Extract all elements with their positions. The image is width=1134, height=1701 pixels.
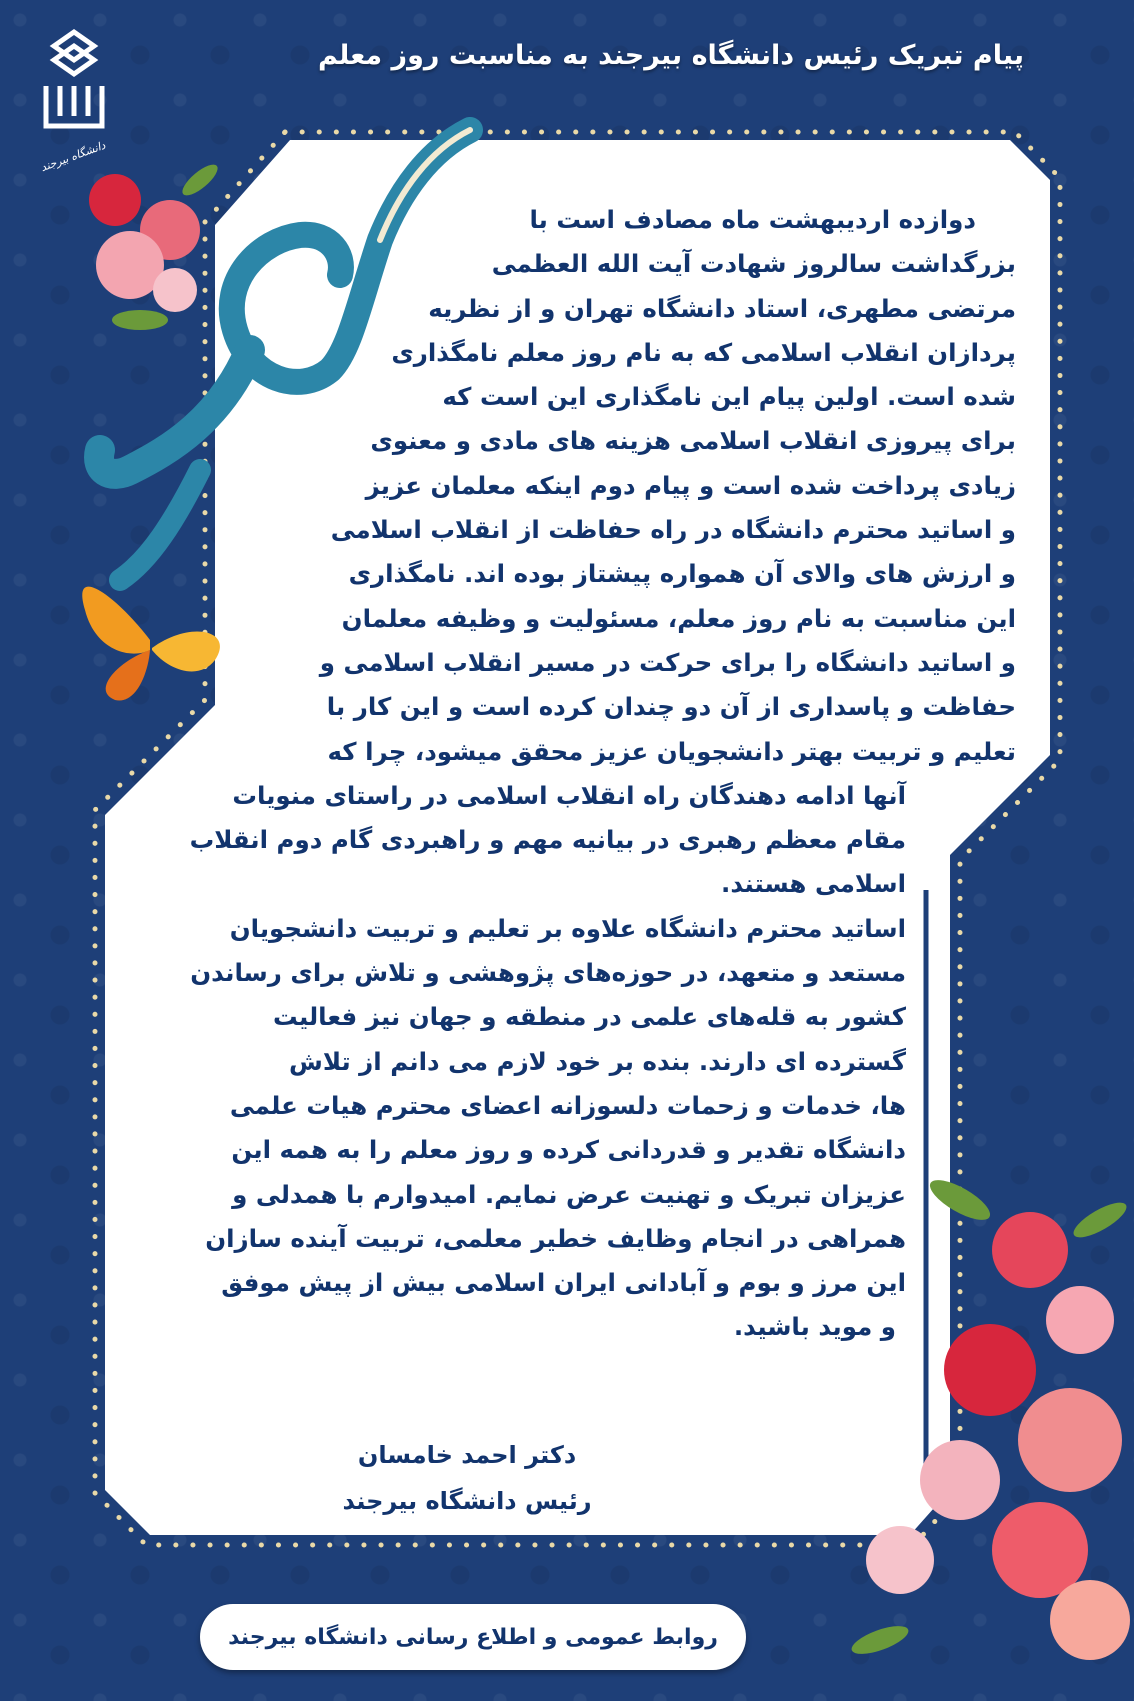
- message-line: اسلامی هستند.: [721, 869, 906, 899]
- message-line: ها، خدمات و زحمات دلسوزانه اعضای محترم هیات علمی: [229, 1090, 906, 1120]
- signature-role: رئیس دانشگاه بیرجند: [342, 1487, 592, 1515]
- logo-caption: دانشگاه بیرجند: [38, 138, 108, 175]
- message-line: مستعد و متعهد، در حوزه‌های پژوهشی و تلاش برای رساندن: [190, 958, 906, 988]
- message-line: دوازده اردیبهشت ماه مصادف است با: [529, 205, 976, 234]
- message-line: مرتضی مطهری، استاد دانشگاه تهران و از نظریه: [428, 293, 1016, 323]
- message-line: و ارزش های والای آن همواره پیشتاز بوده اند. نامگذاری: [348, 559, 1016, 589]
- message-line: این مرز و بوم و آبادانی ایران اسلامی بیش از پیش موفق: [221, 1268, 906, 1298]
- signature-name: دکتر احمد خامسان: [357, 1441, 577, 1469]
- page-title: پیام تبریک رئیس دانشگاه بیرجند به مناسبت روز معلم: [318, 40, 1024, 71]
- message-line: و اساتید دانشگاه را برای حرکت در مسیر انقلاب اسلامی و: [319, 647, 1016, 677]
- message-line: و اساتید محترم دانشگاه در راه حفاظت از انقلاب اسلامی: [330, 515, 1016, 545]
- message-line: دانشگاه تقدیر و قدردانی کرده و روز معلم را به همه این: [231, 1135, 906, 1165]
- message-line: گسترده ای دارند. بنده بر خود لازم می دانم از تلاش: [289, 1046, 906, 1076]
- signature-block: [322, 1432, 612, 1524]
- message-line: زیادی پرداخت شده است و پیام دوم اینکه معلمان عزیز: [365, 470, 1016, 500]
- message-line: مقام معظم رهبری در بیانیه مهم و راهبردی گام دوم انقلاب: [189, 825, 906, 855]
- message-line: پردازان انقلاب اسلامی که به نام روز معلم نامگذاری: [391, 337, 1016, 367]
- footer-label: روابط عمومی و اطلاع رسانی دانشگاه بیرجند: [228, 1624, 718, 1650]
- message-line: همراهی در انجام وظایف خطیر معلمی، تربیت آینده سازان: [205, 1223, 906, 1253]
- message-line: اساتید محترم دانشگاه علاوه بر تعلیم و تربیت دانشجویان: [229, 913, 906, 943]
- message-line: این مناسبت به نام روز معلم، مسئولیت و وظیفه معلمان: [341, 603, 1016, 633]
- message-line: شده است. اولین پیام این نامگذاری این است که: [442, 382, 1016, 412]
- message-line: کشور به قله‌های علمی در منطقه و جهان نیز فعالیت: [273, 1002, 906, 1032]
- message-line: حفاظت و پاسداری از آن دو چندان کرده است و این کار با: [326, 692, 1016, 722]
- message-line: آنها ادامه دهندگان راه انقلاب اسلامی در راستای منویات: [232, 780, 906, 810]
- message-line: و موید باشید.: [733, 1312, 896, 1342]
- message-line: برای پیروزی انقلاب اسلامی هزینه های مادی و معنوی: [370, 426, 1016, 456]
- message-line: تعلیم و تربیت بهتر دانشجویان عزیز محقق میشود، چرا که: [327, 736, 1016, 766]
- message-body: [146, 198, 1016, 1350]
- message-line: بزرگداشت سالروز شهادت آیت الله العظمی: [491, 249, 1016, 279]
- message-line: عزیزان تبریک و تهنیت عرض نمایم. امیدوارم با همدلی و: [232, 1179, 906, 1209]
- footer-badge: [200, 1604, 746, 1670]
